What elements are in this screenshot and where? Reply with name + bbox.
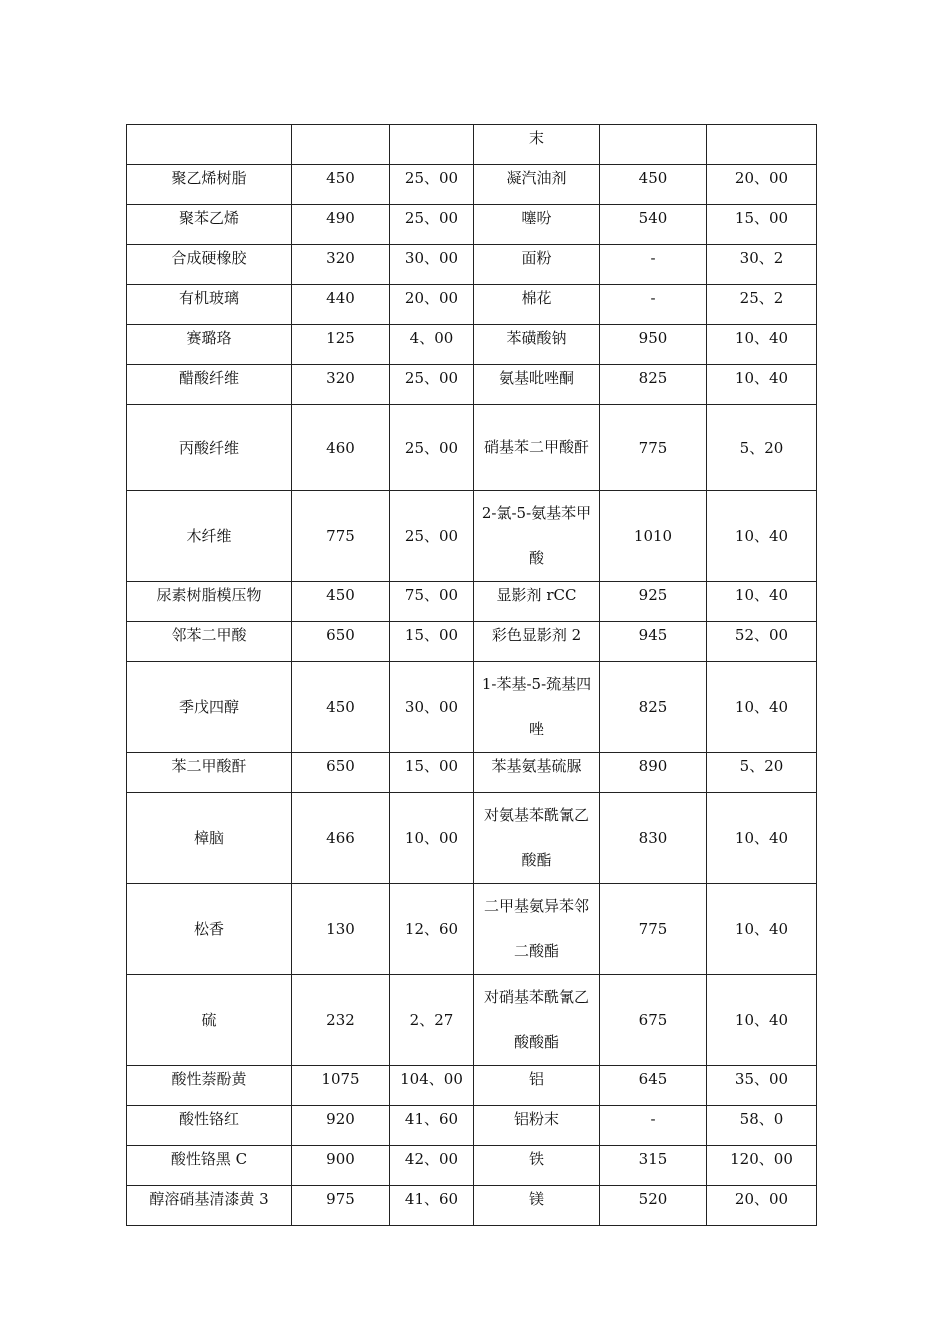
table-cell: 490: [292, 205, 390, 245]
table-cell: 苯磺酸钠: [474, 325, 600, 365]
table-cell: 硝基苯二甲酸酐: [474, 405, 600, 491]
table-cell: 830: [600, 793, 707, 884]
table-cell: 645: [600, 1066, 707, 1106]
table-row: [127, 491, 817, 582]
table-cell: 5、20: [707, 753, 817, 793]
table-cell: 20、00: [707, 1186, 817, 1226]
table-cell: 凝汽油剂: [474, 165, 600, 205]
table-cell: 镁: [474, 1186, 600, 1226]
table-cell: -: [600, 1106, 707, 1146]
table-cell: 1010: [600, 491, 707, 582]
table-cell: 52、00: [707, 622, 817, 662]
table-row: [127, 1186, 817, 1226]
table-cell: 丙酸纤维: [127, 405, 292, 491]
table-cell: 450: [292, 662, 390, 753]
table-cell: 酸性萘酚黄: [127, 1066, 292, 1106]
table-cell: 320: [292, 365, 390, 405]
table-cell: 25、2: [707, 285, 817, 325]
table-cell: 20、00: [390, 285, 474, 325]
table-cell: 季戊四醇: [127, 662, 292, 753]
table-cell: 面粉: [474, 245, 600, 285]
table-cell: 825: [600, 365, 707, 405]
table-row: [127, 405, 817, 491]
table-cell: 对氨基苯酰氰乙酸酯: [474, 793, 600, 884]
table-cell: 对硝基苯酰氰乙酸酸酯: [474, 975, 600, 1066]
table-cell: 58、0: [707, 1106, 817, 1146]
table-cell: 1-苯基-5-巯基四唑: [474, 662, 600, 753]
table-cell: 10、40: [707, 365, 817, 405]
table-cell: 酸性铬红: [127, 1106, 292, 1146]
table-cell: 320: [292, 245, 390, 285]
table-cell: 铁: [474, 1146, 600, 1186]
table-cell: 775: [600, 884, 707, 975]
table-cell: 醇溶硝基清漆黄 3: [127, 1186, 292, 1226]
table-cell: 41、60: [390, 1186, 474, 1226]
table-cell: 130: [292, 884, 390, 975]
table-cell: 25、00: [390, 405, 474, 491]
table-cell: 10、00: [390, 793, 474, 884]
table-cell: 125: [292, 325, 390, 365]
data-table: [126, 124, 817, 1226]
table-row: [127, 622, 817, 662]
table-row: [127, 975, 817, 1066]
table-cell: 末: [474, 125, 600, 165]
table-cell: 邻苯二甲酸: [127, 622, 292, 662]
table-cell: 酸性铬黑 C: [127, 1146, 292, 1186]
table-cell: 醋酸纤维: [127, 365, 292, 405]
table-cell: [707, 125, 817, 165]
table-row: [127, 1146, 817, 1186]
table-row: [127, 205, 817, 245]
table-cell: 650: [292, 753, 390, 793]
table-row: [127, 365, 817, 405]
table-cell: 有机玻璃: [127, 285, 292, 325]
table-cell: 825: [600, 662, 707, 753]
table-cell: 945: [600, 622, 707, 662]
table-cell: 苯二甲酸酐: [127, 753, 292, 793]
table-cell: 2、27: [390, 975, 474, 1066]
table-cell: 2-氯-5-氨基苯甲酸: [474, 491, 600, 582]
table-cell: 675: [600, 975, 707, 1066]
table-cell: 450: [292, 165, 390, 205]
table-cell: -: [600, 285, 707, 325]
table-cell: 450: [292, 582, 390, 622]
table-cell: 棉花: [474, 285, 600, 325]
table-cell: 440: [292, 285, 390, 325]
table-cell: 10、40: [707, 884, 817, 975]
table-row: [127, 245, 817, 285]
table-cell: 合成硬橡胶: [127, 245, 292, 285]
table-cell: [600, 125, 707, 165]
table-cell: 松香: [127, 884, 292, 975]
table-cell: 650: [292, 622, 390, 662]
table-cell: 35、00: [707, 1066, 817, 1106]
table-cell: 900: [292, 1146, 390, 1186]
table-cell: 104、00: [390, 1066, 474, 1106]
table-row: [127, 1066, 817, 1106]
table-cell: 466: [292, 793, 390, 884]
table-cell: 15、00: [390, 622, 474, 662]
table-cell: 975: [292, 1186, 390, 1226]
table-cell: 315: [600, 1146, 707, 1186]
table-cell: 赛璐珞: [127, 325, 292, 365]
table-cell: [390, 125, 474, 165]
table-cell: 木纤维: [127, 491, 292, 582]
table-cell: 苯基氨基硫脲: [474, 753, 600, 793]
table-cell: [127, 125, 292, 165]
table-cell: 30、2: [707, 245, 817, 285]
table-cell: 彩色显影剂 2: [474, 622, 600, 662]
table-row: [127, 325, 817, 365]
table-cell: 10、40: [707, 325, 817, 365]
table-row: [127, 285, 817, 325]
table-cell: 15、00: [707, 205, 817, 245]
table-cell: 450: [600, 165, 707, 205]
table-cell: 10、40: [707, 662, 817, 753]
table-cell: 920: [292, 1106, 390, 1146]
table-cell: 25、00: [390, 365, 474, 405]
table-cell: 950: [600, 325, 707, 365]
table-cell: 1075: [292, 1066, 390, 1106]
table-cell: 10、40: [707, 975, 817, 1066]
table-cell: 775: [600, 405, 707, 491]
table-row: [127, 582, 817, 622]
table-cell: 42、00: [390, 1146, 474, 1186]
table-cell: 氨基吡唑酮: [474, 365, 600, 405]
table-row: [127, 753, 817, 793]
table-cell: 15、00: [390, 753, 474, 793]
table-row: [127, 884, 817, 975]
table-cell: 噻吩: [474, 205, 600, 245]
table-cell: 520: [600, 1186, 707, 1226]
table-cell: 460: [292, 405, 390, 491]
table-cell: 聚乙烯树脂: [127, 165, 292, 205]
table-cell: 5、20: [707, 405, 817, 491]
table-cell: 30、00: [390, 245, 474, 285]
table-cell: 4、00: [390, 325, 474, 365]
table-row: [127, 1106, 817, 1146]
table-cell: [292, 125, 390, 165]
table-cell: 10、40: [707, 582, 817, 622]
table-row: [127, 662, 817, 753]
table-cell: 775: [292, 491, 390, 582]
table-cell: 硫: [127, 975, 292, 1066]
table-cell: 120、00: [707, 1146, 817, 1186]
table-cell: 30、00: [390, 662, 474, 753]
table-cell: 二甲基氨异苯邻二酸酯: [474, 884, 600, 975]
table-cell: 12、60: [390, 884, 474, 975]
table-cell: 显影剂 rCC: [474, 582, 600, 622]
table-cell: 25、00: [390, 205, 474, 245]
table-cell: 樟脑: [127, 793, 292, 884]
table-cell: 铝粉末: [474, 1106, 600, 1146]
table-cell: 25、00: [390, 491, 474, 582]
table-cell: 10、40: [707, 491, 817, 582]
table-cell: 聚苯乙烯: [127, 205, 292, 245]
table-cell: 25、00: [390, 165, 474, 205]
table-cell: 890: [600, 753, 707, 793]
table-cell: 75、00: [390, 582, 474, 622]
table-row: [127, 125, 817, 165]
table-cell: 232: [292, 975, 390, 1066]
table-row: [127, 165, 817, 205]
table-cell: 10、40: [707, 793, 817, 884]
table-cell: 20、00: [707, 165, 817, 205]
table-row: [127, 793, 817, 884]
table-cell: 铝: [474, 1066, 600, 1106]
table-cell: 925: [600, 582, 707, 622]
table-cell: 540: [600, 205, 707, 245]
table-cell: 尿素树脂模压物: [127, 582, 292, 622]
table-cell: -: [600, 245, 707, 285]
table-cell: 41、60: [390, 1106, 474, 1146]
